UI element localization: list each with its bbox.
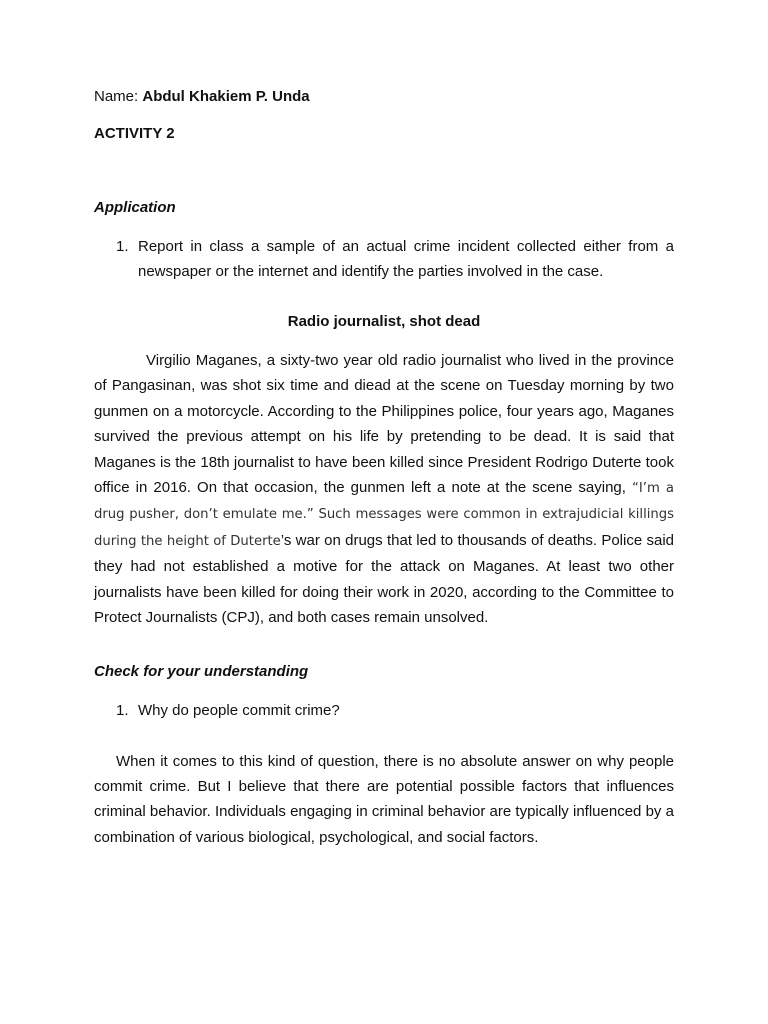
- article-title: Radio journalist, shot dead: [287, 313, 481, 330]
- name-label: Name:: [94, 88, 143, 105]
- item-text: Report in class a sample of an actual crime incident collected either from a newspaper or the internet and identify the parties involved in the case.: [138, 238, 674, 280]
- item-text: Why do people commit crime?: [138, 702, 340, 719]
- application-heading: Application: [94, 199, 176, 216]
- application-item: [94, 234, 674, 284]
- name-line: [94, 88, 674, 106]
- article-quote: “I’m a drug pusher, don’t emulate me.” Such messages were common in extrajudicial killings during the height of Duterte: [94, 481, 674, 549]
- answer-paragraph: When it comes to this kind of question, there is no absolute answer on why people commit crime. But I believe that there are potential possible factors that influences criminal behavior. Individuals engaging in criminal behavior are typically influenced by a combination of various biological, psychological, and social factors.: [94, 753, 674, 846]
- student-name: Abdul Khakiem P. Unda: [142, 88, 310, 105]
- activity-title: ACTIVITY 2: [94, 125, 175, 142]
- item-number: 1.: [116, 702, 129, 719]
- check-heading: Check for your understanding: [94, 663, 309, 680]
- item-number: 1.: [116, 238, 129, 255]
- check-item: [94, 698, 674, 723]
- article-text-part1: Virgilio Maganes, a sixty-two year old radio journalist who lived in the province of Pangasinan, was shot six time and diead at the scene on Tuesday morning by two gunmen on a motorcycle. According to the Philippines police, four years ago, Maganes survived the previous attempt on his life by pretending to be dead. It is said that Maganes is the 18th journalist to have been killed since President Rodrigo Duterte took office in 2016. On that occasion, the gunmen left a note at the scene saying,: [94, 352, 674, 497]
- article-body: [94, 348, 674, 630]
- article-text-part3: ’s war on drugs that led to thousands of deaths. Police said they had not established a motive for the attack on Maganes. At least two other journalists have been killed for doing their work in 2020, according to the Committee to Protect Journalists (CPJ), and both cases remain unsolved.: [94, 531, 674, 627]
